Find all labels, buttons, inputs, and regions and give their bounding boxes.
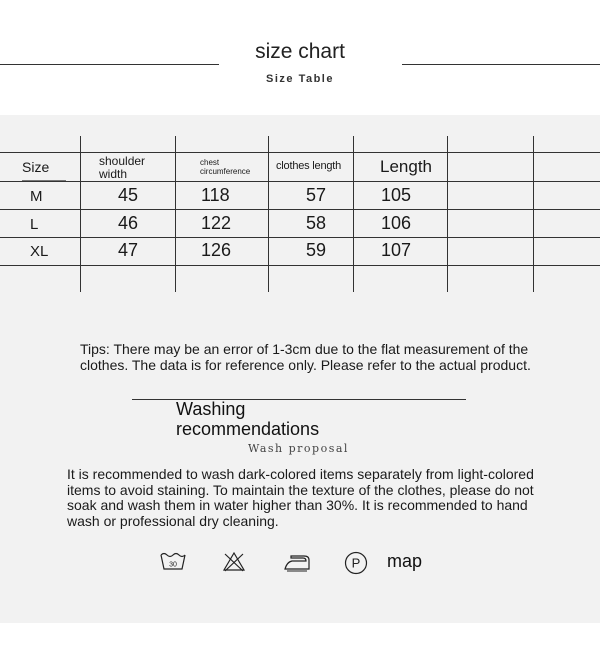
table-column-rule bbox=[447, 136, 448, 292]
page-title: size chart bbox=[255, 40, 345, 63]
cell-clothes-length: 58 bbox=[306, 213, 327, 233]
table-column-rule bbox=[353, 136, 354, 292]
table-rule bbox=[0, 237, 600, 238]
header-clothes-length: clothes length bbox=[276, 160, 342, 172]
cell-clothes-length: 57 bbox=[306, 185, 327, 205]
cell-chest: 122 bbox=[201, 213, 232, 233]
cell-chest: 118 bbox=[201, 185, 230, 205]
wash-temp-label: 30 bbox=[169, 561, 177, 569]
table-column-rule bbox=[80, 136, 81, 292]
table-rule bbox=[0, 152, 600, 153]
no-bleach-icon bbox=[222, 551, 246, 578]
table-rule bbox=[0, 209, 600, 210]
cell-shoulder: 46 bbox=[118, 213, 139, 233]
cell-size: XL bbox=[30, 243, 49, 260]
header-size: Size bbox=[22, 159, 50, 175]
header-divider-left bbox=[0, 64, 219, 65]
wash-30-icon bbox=[160, 551, 186, 578]
table-rule bbox=[0, 265, 600, 266]
table-column-rule bbox=[175, 136, 176, 292]
header-chest-circumference: chest circumference bbox=[200, 158, 251, 176]
table-column-rule bbox=[533, 136, 534, 292]
wash-title: Washing recommendations bbox=[176, 399, 320, 439]
header bbox=[0, 0, 600, 115]
dry-clean-letter: P bbox=[351, 555, 361, 571]
cell-size: M bbox=[30, 188, 43, 205]
cell-clothes-length: 59 bbox=[306, 240, 327, 260]
dry-clean-p-icon bbox=[344, 551, 368, 580]
header-divider-right bbox=[402, 64, 600, 65]
tips-text: Tips: There may be an error of 1-3cm due to the flat measurement of the clothes. The data is for reference only. Please refer to the actual product. bbox=[80, 341, 531, 373]
header-size-underline bbox=[22, 180, 66, 181]
wash-instructions: It is recommended to wash dark-colored items separately from light-colored items to avoid staining. To maintain the texture of the clothes, please do not soak and wash them in water higher than 30%. It is recommended to hand wash or professional dry cleaning. bbox=[67, 466, 534, 529]
iron-icon bbox=[283, 551, 311, 578]
header-shoulder-width: shoulder width bbox=[99, 154, 146, 181]
cell-length: 107 bbox=[381, 240, 412, 260]
table-rule bbox=[0, 181, 600, 182]
cell-shoulder: 45 bbox=[118, 185, 139, 205]
cell-size: L bbox=[30, 216, 39, 233]
page-subtitle: Size Table bbox=[266, 73, 334, 85]
table-column-rule bbox=[268, 136, 269, 292]
cell-chest: 126 bbox=[201, 240, 232, 260]
cell-length: 106 bbox=[381, 213, 412, 233]
map-label: map bbox=[387, 551, 423, 571]
cell-length: 105 bbox=[381, 185, 412, 205]
header-length: Length bbox=[380, 157, 432, 176]
cell-shoulder: 47 bbox=[118, 240, 139, 260]
wash-subtitle: Wash proposal bbox=[248, 442, 349, 455]
